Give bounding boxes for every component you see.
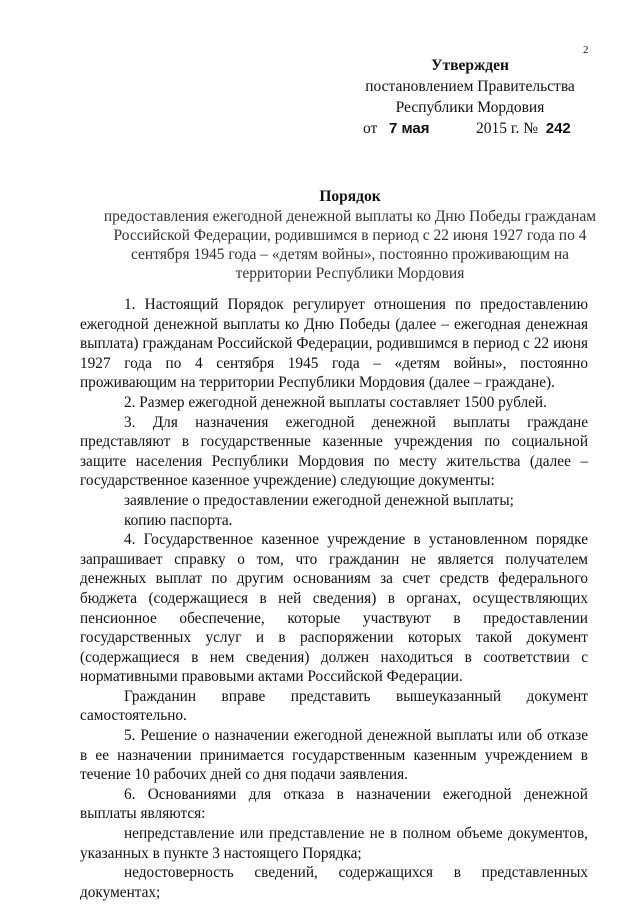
paragraph-6: 6. Основаниями для отказа в назначении ежегодной денежной выплаты являются: [80,785,588,823]
paragraph-3-item-application: заявление о предоставлении ежегодной денежной выплаты; [124,491,514,509]
paragraph-2: 2. Размер ежегодной денежной выплаты составляет 1500 рублей. [124,393,547,411]
paragraph-4-note: Гражданин вправе представить вышеуказанный документ самостоятельно. [80,687,588,725]
paragraph-6-item-1: непредставление или представление не в полном объеме документов, указанных в пункте 3 настоящего Порядка; [80,825,588,862]
date-prefix: от [363,120,378,137]
approval-line-1: постановлением Правительства [365,78,575,95]
document-title: Порядок [319,188,381,205]
paragraph-4: 4. Государственное казенное учреждение в установленном порядке запрашивает справку о том, что гражданин не является получателем денежных выплат по другим основаниям за счет средств федерального бюджета (содержащиеся в ней сведения) в органах, осуществляющих пенсионное обеспечение, которые участвуют в предоставлении государственных услуг и в распоряжении которых такой документ (содержащиеся в нем сведения) должен находиться в соответствии с нормативными правовыми актами Российской Федерации. [80,531,588,686]
paragraph-3-item-passport: копию паспорта. [124,511,233,529]
approval-date-line [345,118,595,139]
paragraph-6-item-2: недостоверность сведений, содержащихся в представленных документах; [80,864,588,901]
page-number: 2 [583,44,589,56]
document-subtitle: предоставления ежегодной денежной выплаты ко Дню Победы гражданам Российской Федерации, родившимся в период с 22 июня 1927 года по 4 сентября 1945 года – «детям войны», постоянно проживающим на территории Республики Мордовия [103,208,597,282]
handwritten-date: 7 мая [388,120,430,137]
approval-line-2: Республики Мордовия [395,99,545,116]
document-heading [100,187,600,283]
paragraph-5: 5. Решение о назначении ежегодной денежной выплаты или об отказе в ее назначении принимается государственным казенным учреждением в течение 10 рабочих дней со дня подачи заявления. [80,727,588,784]
approval-block [345,55,595,139]
paragraph-3: 3. Для назначения ежегодной денежной выплаты граждане представляют в государственные казенные учреждения по социальной защите населения Республики Мордовия по месту жительства (далее – государственное казенное учреждение) следующие документы: [80,413,588,490]
document-body [80,295,588,902]
paragraph-1: 1. Настоящий Порядок регулирует отношения по предоставлению ежегодной денежной выплаты ко Дню Победы (далее – ежегодная денежная выплата) гражданам Российской Федерации, родившимся в период с 22 июня 1927 года по 4 сентября 1945 года – «детям войны», постоянно проживающим на территории Республики Мордовия (далее – граждане). [80,296,588,392]
approval-title: Утвержден [431,57,509,74]
year-label: 2015 г. № [475,120,538,137]
handwritten-number: 242 [545,120,571,137]
